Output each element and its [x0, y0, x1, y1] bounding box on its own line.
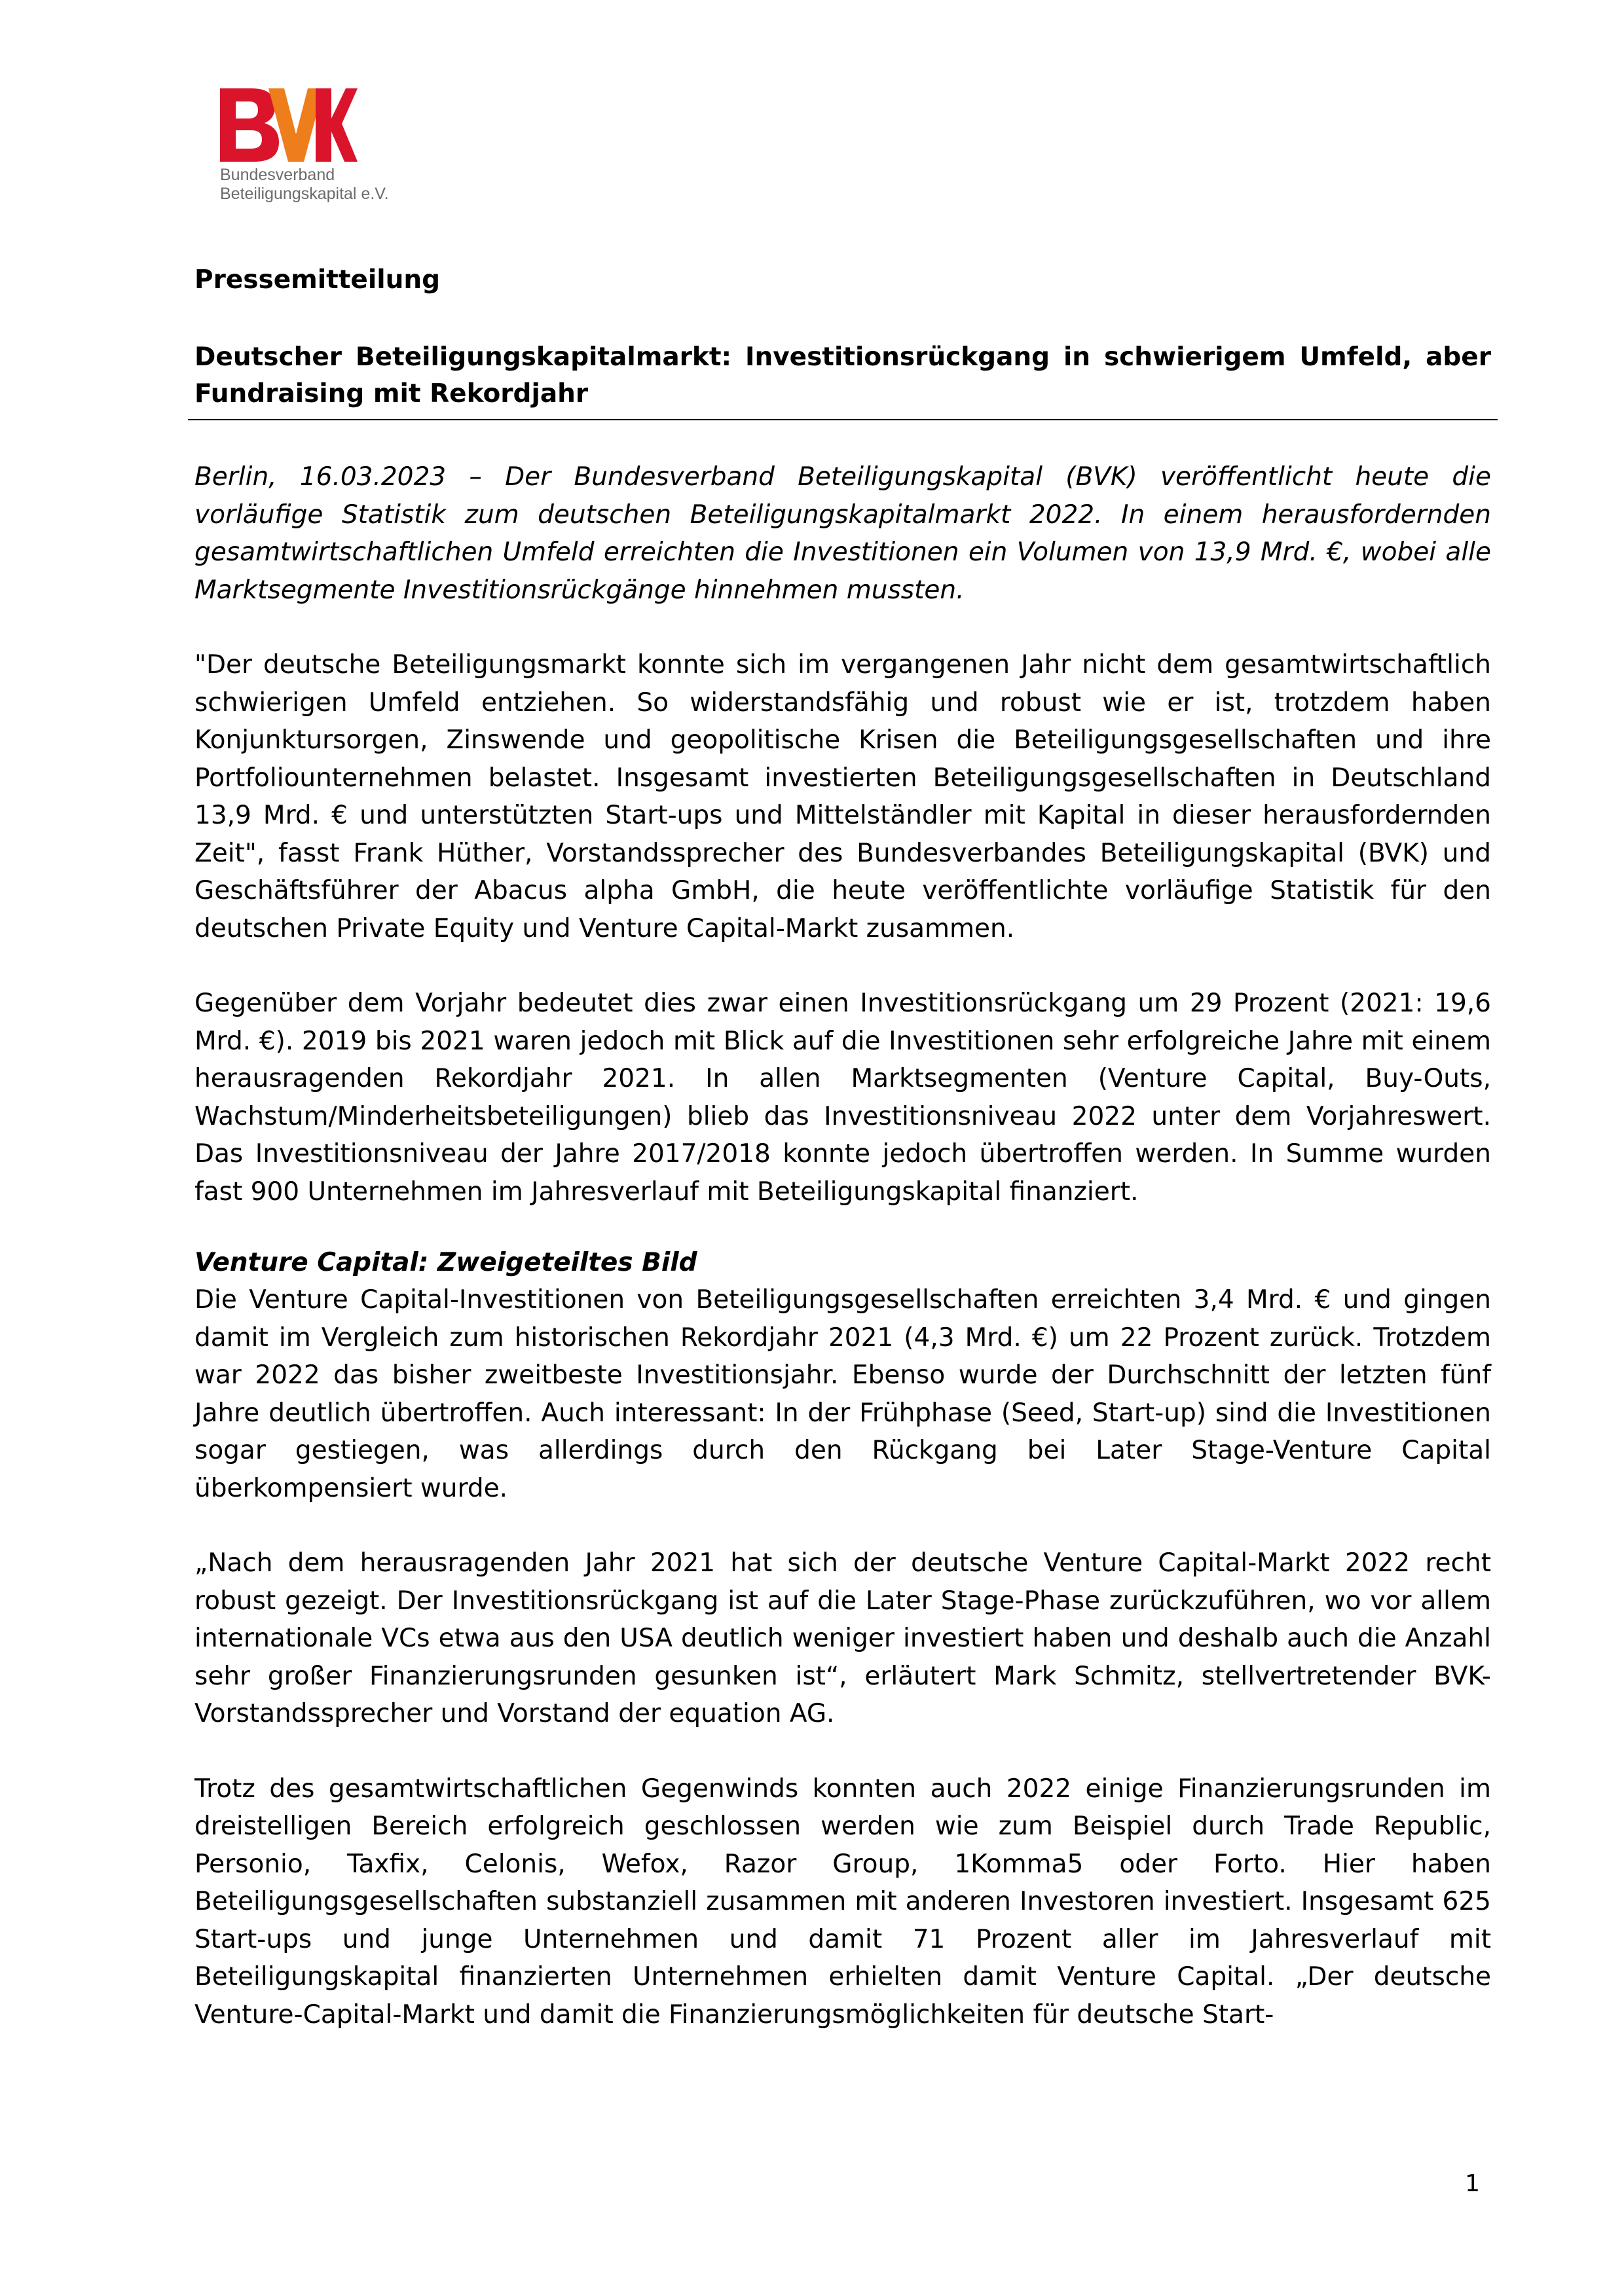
bvk-logo [220, 88, 416, 204]
paragraph-financing-rounds: Trotz des gesamtwirtschaftlichen Gegenwinds konnten auch 2022 einige Finanzierungsrunden im dreistelligen Bereich erfolgreich geschlossen werden wie zum Beispiel durch Trade Republic, Personio, Taxfix, Celonis, Wefox, Razor Group, 1Komma5 oder Forto. Hier haben Beteiligungsgesellschaften substanziell zusammen mit anderen Investoren investiert. Insgesamt 625 Start-ups und junge Unternehmen und damit 71 Prozent aller im Jahresverlauf mit Beteiligungskapital finanzierten Unternehmen erhielten damit Venture Capital. „Der deutsche Venture-Capital-Markt und damit die Finanzierungsmöglichkeiten für deutsche Start- [194, 1774, 1491, 2030]
lead-paragraph: Berlin, 16.03.2023 – Der Bundesverband Beteiligungskapital (BVK) veröffentlicht heute die vorläufige Statistik zum deutschen Beteiligungskapitalmarkt 2022. In einem herausfordernden gesamtwirtschaftlichen Umfeld erreichten die Investitionen ein Volumen von 13,9 Mrd. €, wobei alle Marktsegmente Investitionsrückgänge hinnehmen mussten. [194, 462, 1491, 605]
logo-subtitle [220, 166, 416, 204]
headline-divider [188, 419, 1498, 420]
paragraph-vc-investments: Die Venture Capital-Investitionen von Beteiligungsgesellschaften erreichten 3,4 Mrd. € und gingen damit im Vergleich zum historischen Rekordjahr 2021 (4,3 Mrd. €) um 22 Prozent zurück. Trotzdem war 2022 das bisher zweitbeste Investitionsjahr. Ebenso wurde der Durchschnitt der letzten fünf Jahre deutlich übertroffen. Auch interessant: In der Frühphase (Seed, Start-up) sind die Investitionen sogar gestiegen, was allerdings durch den Rückgang bei Later Stage-Venture Capital überkompensiert wurde. [194, 1285, 1491, 1503]
logo-line-1: Bundesverband [220, 166, 335, 184]
paragraph-quote-huether: "Der deutsche Beteiligungsmarkt konnte sich im vergangenen Jahr nicht dem gesamtwirtschaftlich schwierigen Umfeld entziehen. So widerstandsfähig und robust wie er ist, trotzdem haben Konjunktursorgen, Zinswende und geopolitische Krisen die Beteiligungsgesellschaften und ihre Portfoliounternehmen belastet. Insgesamt investierten Beteiligungsgesellschaften in Deutschland 13,9 Mrd. € und unterstützten Start-ups und Mittelständler mit Kapital in dieser herausfordernden Zeit", fasst Frank Hüther, Vorstandssprecher des Bundesverbandes Beteiligungskapital (BVK) und Geschäftsführer der Abacus alpha GmbH, die heute veröffentlichte vorläufige Statistik für den deutschen Private Equity und Venture Capital-Markt zusammen. [194, 650, 1491, 943]
paragraph-investment-decline: Gegenüber dem Vorjahr bedeutet dies zwar einen Investitionsrückgang um 29 Prozent (2021: 19,6 Mrd. €). 2019 bis 2021 waren jedoch mit Blick auf die Investitionen sehr erfolgreiche Jahre mit einem herausragenden Rekordjahr 2021. In allen Marktsegmenten (Venture Capital, Buy-Outs, Wachstum/Minderheitsbeteiligungen) blieb das Investitionsniveau 2022 unter dem Vorjahreswert. Das Investitionsniveau der Jahre 2017/2018 konnte jedoch übertroffen werden. In Summe wurden fast 900 Unternehmen im Jahresverlauf mit Beteiligungskapital finanziert. [194, 989, 1491, 1207]
headline: Deutscher Beteiligungskapitalmarkt: Investitionsrückgang in schwierigem Umfeld, aber Fundraising mit Rekordjahr [194, 342, 1491, 409]
section-heading-venture-capital: Venture Capital: Zweigeteiltes Bild [194, 1248, 697, 1277]
page-number: 1 [1465, 2170, 1480, 2197]
press-release-body [194, 262, 1491, 2033]
document-type: Pressemitteilung [194, 265, 441, 295]
logo-line-2: Beteiligungskapital e.V. [220, 185, 389, 203]
bvk-logo-mark [220, 88, 358, 162]
paragraph-quote-schmitz: „Nach dem herausragenden Jahr 2021 hat sich der deutsche Venture Capital-Markt 2022 recht robust gezeigt. Der Investitionsrückgang ist auf die Later Stage-Phase zurückzuführen, wo vor allem internationale VCs etwa aus den USA deutlich weniger investiert haben und deshalb auch die Anzahl sehr großer Finanzierungsrunden gesunken ist“, erläutert Mark Schmitz, stellvertretender BVK-Vorstandssprecher und Vorstand der equation AG. [194, 1548, 1491, 1728]
